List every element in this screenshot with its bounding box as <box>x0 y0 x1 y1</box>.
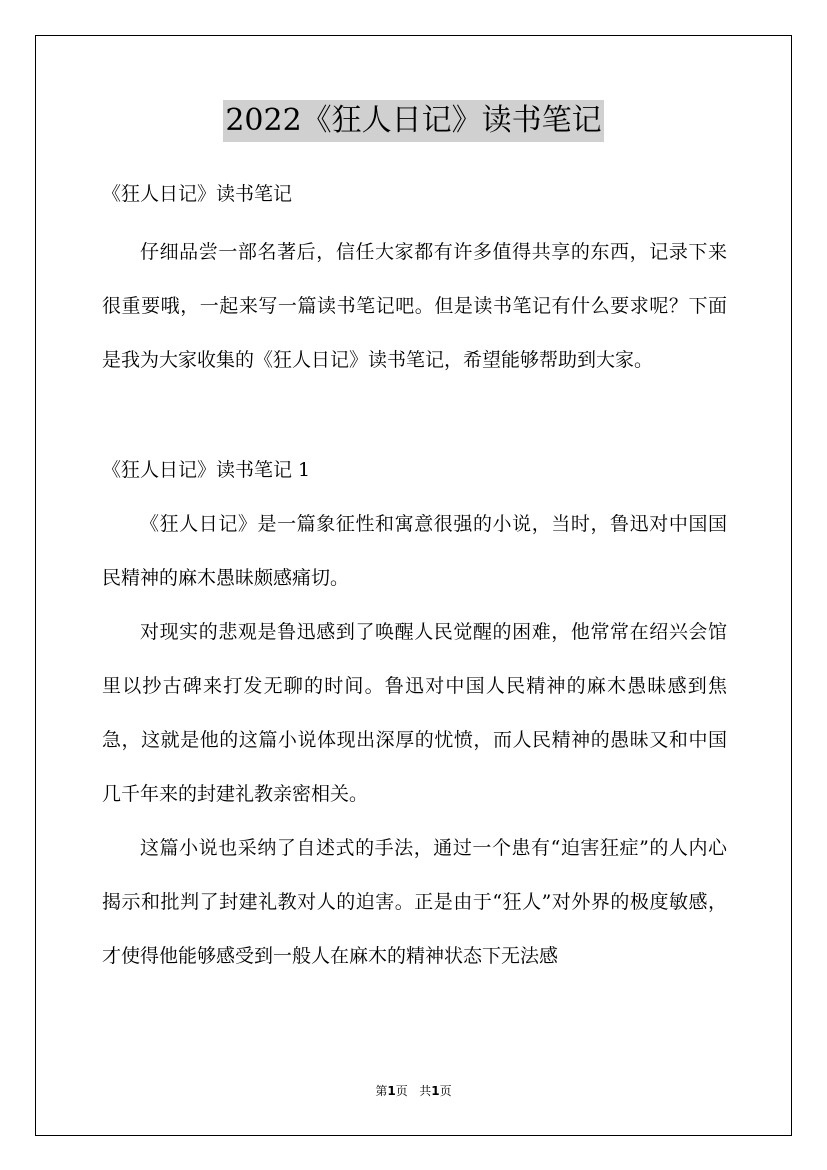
current-page-number: 1 <box>387 1084 396 1098</box>
body-paragraph: 《狂人日记》是一篇象征性和寓意很强的小说，当时，鲁迅对中国国民精神的麻木愚昧颇感痛切。 <box>102 513 727 589</box>
footer-suffix: 页 <box>439 1084 452 1098</box>
title-container <box>0 100 827 142</box>
document-body <box>102 175 727 983</box>
spacer <box>102 387 727 443</box>
intro-paragraph: 仔细品尝一部名著后，信任大家都有许多值得共享的东西，记录下来很重要哦，一起来写一篇读书笔记吧。但是读书笔记有什么要求呢？下面是我为大家收集的《狂人日记》读书笔记，希望能够帮助到大家。 <box>102 241 727 371</box>
body-paragraph: 这篇小说也采纳了自述式的手法，通过一个患有“迫害狂症”的人内心揭示和批判了封建礼教对人的迫害。正是由于“狂人”对外界的极度敏感，才使得他能够感受到一般人在麻木的精神状态下无法感 <box>102 837 727 967</box>
document-title: 2022《狂人日记》读书笔记 <box>223 100 603 142</box>
document-subtitle: 《狂人日记》读书笔记 <box>102 183 293 205</box>
page-footer <box>0 1082 827 1099</box>
footer-prefix: 第 <box>375 1084 388 1098</box>
footer-middle: 页 共 <box>395 1084 432 1098</box>
body-paragraph: 对现实的悲观是鲁迅感到了唤醒人民觉醒的困难，他常常在绍兴会馆里以抄古碑来打发无聊的时间。鲁迅对中国人民精神的麻木愚昧感到焦急，这就是他的这篇小说体现出深厚的忧愤，而人民精神的愚昧又和中国几千年来的封建礼教亲密相关。 <box>102 621 727 805</box>
total-page-number: 1 <box>431 1084 440 1098</box>
section-title: 《狂人日记》读书笔记 1 <box>102 459 311 481</box>
